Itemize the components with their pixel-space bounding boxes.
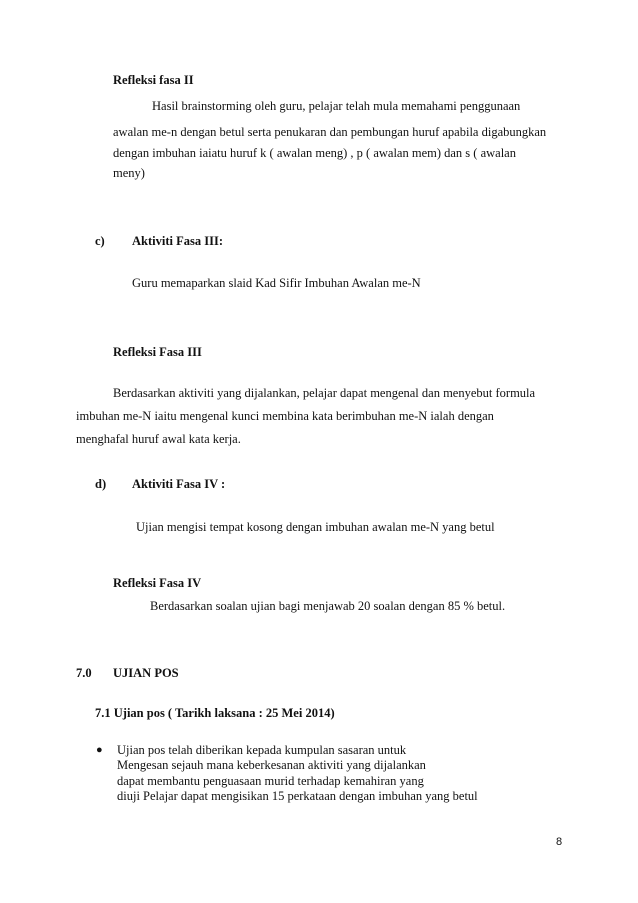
bullet-line-3: dapat membantu penguasaan murid terhadap kemahiran yang	[117, 774, 424, 788]
bullet-icon: ●	[96, 744, 103, 756]
bullet-line-4: diuji Pelajar dapat mengisikan 15 perkataan dengan imbuhan yang betul	[117, 789, 478, 803]
refleksi-fasa2-line-3: dengan imbuhan iaiatu huruf k ( awalan meng) , p ( awalan mem) dan s ( awalan	[113, 146, 516, 160]
refleksi-fasa2-heading: Refleksi fasa II	[113, 73, 194, 87]
fasa3-text: Guru memaparkan slaid Kad Sifir Imbuhan Awalan me-N	[132, 276, 421, 290]
refleksi-fasa2-line-1: Hasil brainstorming oleh guru, pelajar telah mula memahami penggunaan	[152, 99, 521, 113]
fasa3-heading: Aktiviti Fasa III:	[132, 234, 223, 248]
refleksi-fasa3-line-3: menghafal huruf awal kata kerja.	[76, 432, 241, 446]
fasa4-text: Ujian mengisi tempat kosong dengan imbuhan awalan me-N yang betul	[136, 520, 495, 534]
refleksi-fasa2-line-2: awalan me-n dengan betul serta penukaran dan pembungan huruf apabila digabungkan	[113, 125, 547, 139]
bullet-line-1: Ujian pos telah diberikan kepada kumpulan sasaran untuk	[117, 743, 407, 757]
refleksi-fasa4-text: Berdasarkan soalan ujian bagi menjawab 20 soalan dengan 85 % betul.	[150, 599, 506, 613]
fasa3-marker: c)	[95, 234, 105, 248]
refleksi-fasa4-heading: Refleksi Fasa IV	[113, 576, 202, 590]
fasa4-heading: Aktiviti Fasa IV :	[132, 477, 226, 491]
section7-number: 7.0	[76, 666, 92, 680]
bullet-line-2: Mengesan sejauh mana keberkesanan aktiviti yang dijalankan	[117, 758, 426, 772]
section7-title: UJIAN POS	[113, 666, 179, 680]
refleksi-fasa3-heading: Refleksi Fasa III	[113, 345, 202, 359]
section7-subheading: 7.1 Ujian pos ( Tarikh laksana : 25 Mei 2014)	[95, 706, 335, 720]
fasa4-marker: d)	[95, 477, 107, 491]
page-number: 8	[556, 836, 563, 848]
refleksi-fasa2-line-4: meny)	[113, 166, 145, 180]
refleksi-fasa3-line-1: Berdasarkan aktiviti yang dijalankan, pelajar dapat mengenal dan menyebut formula	[113, 386, 536, 400]
refleksi-fasa3-line-2: imbuhan me-N iaitu mengenal kunci membina kata berimbuhan me-N ialah dengan	[76, 409, 494, 423]
